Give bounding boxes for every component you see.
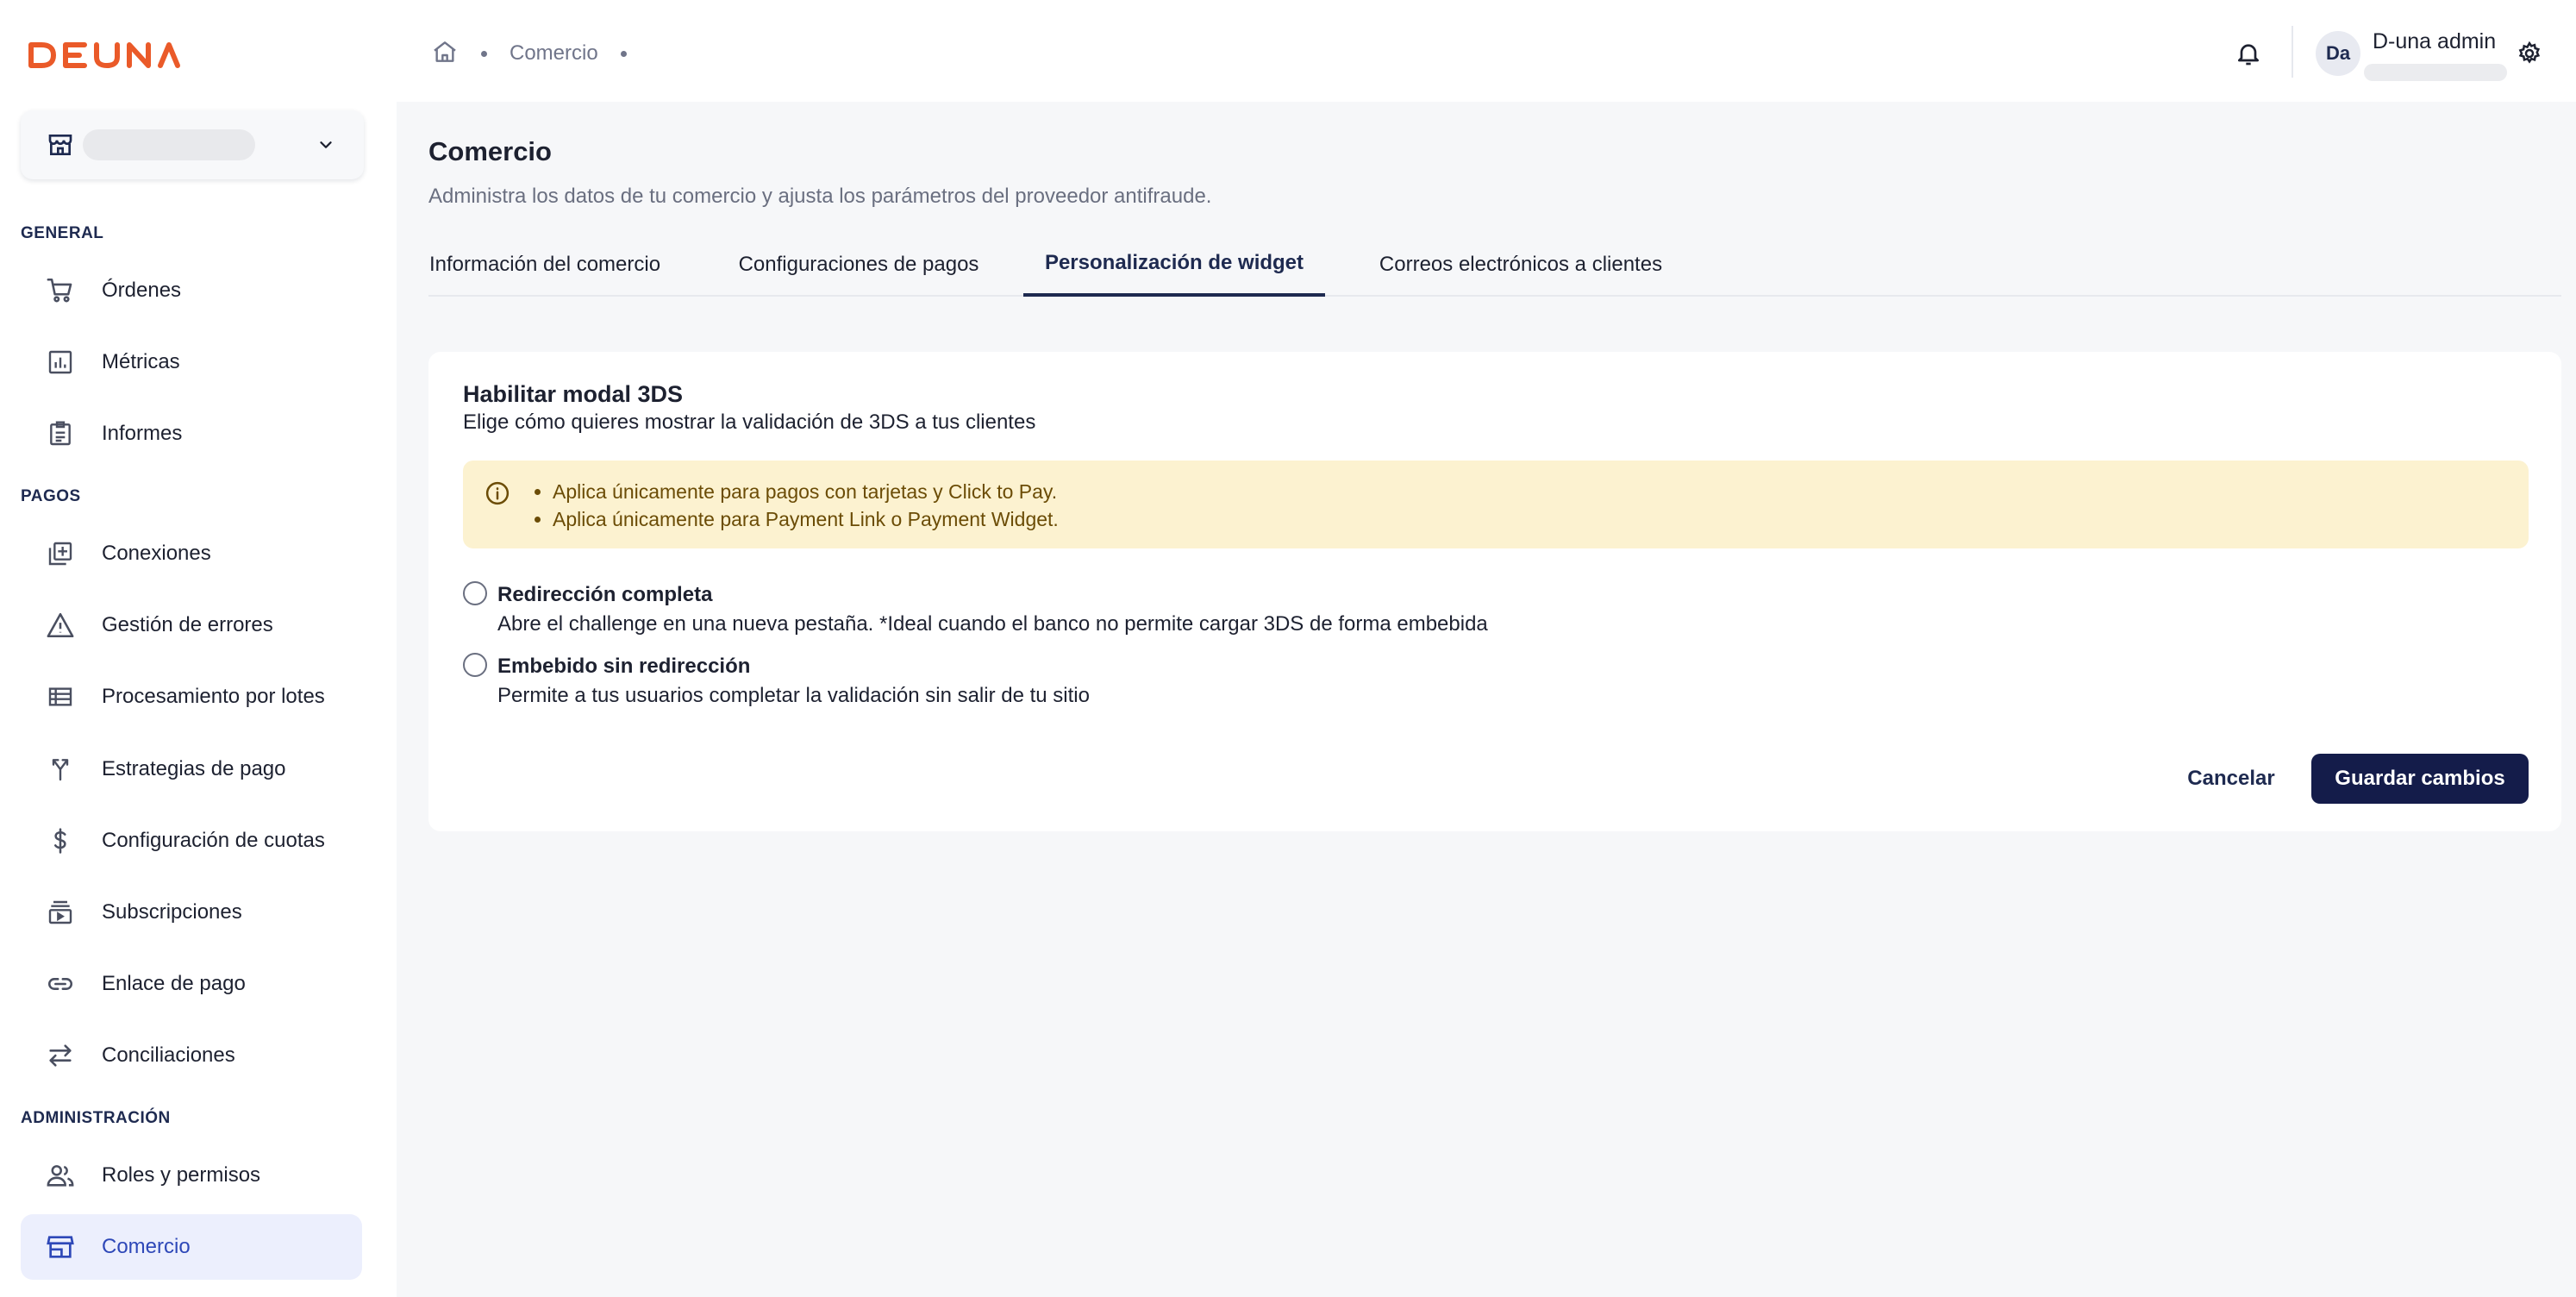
store-icon	[45, 129, 76, 160]
subscriptions-icon	[43, 895, 78, 930]
option-description: Abre el challenge en una nueva pestaña. *Ideal cuando el banco no permite cargar 3DS de forma embebida	[497, 612, 1488, 636]
swap-icon	[43, 1038, 78, 1073]
dollar-icon	[43, 824, 78, 858]
section-title-administracion: ADMINISTRACIÓN	[21, 1109, 171, 1127]
radio-redireccion-completa[interactable]	[463, 581, 487, 605]
store-selector[interactable]	[21, 110, 364, 179]
sidebar-item-subscripciones[interactable]	[21, 880, 362, 945]
user-name[interactable]: D-una admin	[2373, 29, 2497, 53]
tab-correos-clientes[interactable]: Correos electrónicos a clientes	[1379, 253, 1663, 276]
warning-icon	[43, 608, 78, 642]
sidebar-item-label: Enlace de pago	[102, 972, 246, 995]
section-title-pagos: PAGOS	[21, 487, 81, 505]
sidebar	[0, 0, 397, 1297]
sidebar-item-label: Informes	[102, 422, 183, 445]
bar-chart-icon	[43, 345, 78, 379]
link-icon	[43, 967, 78, 1001]
sidebar-item-label: Subscripciones	[102, 900, 242, 924]
gear-icon[interactable]	[2514, 38, 2545, 69]
divider	[2292, 26, 2293, 78]
sidebar-item-configuracion-cuotas[interactable]	[21, 808, 362, 874]
clipboard-icon	[43, 417, 78, 451]
page-subtitle: Administra los datos de tu comercio y ajusta los parámetros del proveedor antifraude.	[428, 185, 1212, 208]
sidebar-item-roles-permisos[interactable]	[21, 1143, 362, 1208]
sidebar-item-label: Conexiones	[102, 542, 211, 565]
card-subtitle: Elige cómo quieres mostrar la validación de 3DS a tus clientes	[463, 410, 1036, 434]
sidebar-item-estrategias-pago[interactable]	[21, 736, 362, 802]
sidebar-item-label: Comercio	[102, 1235, 191, 1258]
tab-configuraciones-pagos[interactable]: Configuraciones de pagos	[738, 253, 979, 276]
storefront-icon	[43, 1230, 78, 1264]
info-alert	[463, 461, 2529, 548]
list-icon	[43, 680, 78, 714]
sidebar-item-comercio[interactable]	[21, 1214, 362, 1280]
card-title: Habilitar modal 3DS	[463, 381, 684, 407]
alert-item: • Aplica únicamente para pagos con tarjetas y Click to Pay.	[553, 478, 1059, 505]
user-role-placeholder	[2364, 64, 2507, 81]
page-title: Comercio	[428, 136, 552, 166]
sidebar-item-conexiones[interactable]	[21, 521, 362, 586]
option-description: Permite a tus usuarios completar la validación sin salir de tu sitio	[497, 684, 1090, 707]
breadcrumb-separator	[621, 51, 627, 57]
store-name	[83, 129, 255, 160]
alert-item: • Aplica únicamente para Payment Link o Payment Widget.	[553, 505, 1059, 533]
sidebar-item-informes[interactable]	[21, 401, 362, 467]
library-add-icon	[43, 536, 78, 571]
sidebar-item-label: Procesamiento por lotes	[102, 685, 325, 708]
breadcrumb-separator	[481, 51, 487, 57]
people-icon	[43, 1158, 78, 1193]
home-icon[interactable]	[431, 38, 459, 70]
sidebar-item-label: Métricas	[102, 350, 180, 373]
tabs	[428, 233, 2561, 297]
cancel-button[interactable]: Cancelar	[2166, 754, 2296, 804]
avatar[interactable]: Da	[2316, 31, 2360, 76]
tab-informacion-comercio[interactable]: Información del comercio	[428, 253, 661, 276]
deuna-logo[interactable]	[28, 38, 181, 72]
merge-icon	[43, 752, 78, 786]
tab-personalizacion-widget[interactable]: Personalización de widget	[1023, 233, 1325, 297]
sidebar-item-enlace-pago[interactable]	[21, 951, 362, 1017]
sidebar-item-label: Roles y permisos	[102, 1163, 261, 1187]
info-icon	[484, 479, 511, 507]
sidebar-item-label: Estrategias de pago	[102, 757, 286, 780]
option-title: Embebido sin redirección	[497, 655, 751, 678]
breadcrumb-current[interactable]: Comercio	[510, 41, 598, 65]
option-title: Redirección completa	[497, 583, 713, 606]
bell-icon[interactable]	[2231, 36, 2266, 71]
sidebar-item-label: Gestión de errores	[102, 613, 273, 636]
cart-icon	[43, 273, 78, 308]
breadcrumb	[431, 36, 649, 71]
sidebar-item-gestion-errores[interactable]	[21, 592, 362, 658]
top-bar	[397, 0, 2576, 102]
section-title-general: GENERAL	[21, 224, 104, 242]
sidebar-item-conciliaciones[interactable]	[21, 1023, 362, 1088]
sidebar-item-metricas[interactable]	[21, 329, 362, 395]
sidebar-item-ordenes[interactable]	[21, 258, 362, 323]
sidebar-item-procesamiento-lotes[interactable]	[21, 664, 362, 730]
modal-3ds-card	[428, 352, 2561, 831]
sidebar-item-label: Configuración de cuotas	[102, 829, 325, 852]
radio-embebido-sin-redireccion[interactable]	[463, 653, 487, 677]
save-button[interactable]: Guardar cambios	[2311, 754, 2529, 804]
chevron-down-icon[interactable]	[312, 131, 340, 159]
sidebar-item-label: Conciliaciones	[102, 1043, 235, 1067]
sidebar-item-label: Órdenes	[102, 279, 182, 302]
alert-list	[553, 478, 1059, 533]
